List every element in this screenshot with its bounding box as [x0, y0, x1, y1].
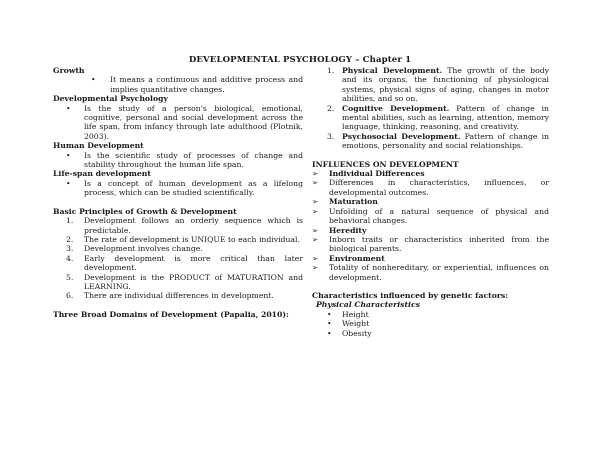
domain-item: [300, 66, 549, 104]
arrow-bullet-icon: ➢: [312, 234, 319, 244]
bullet-text: Is a concept of human development as a lifelong process, which can be studied scientifically.: [84, 178, 303, 198]
spacer: [53, 301, 303, 310]
left-column: [53, 66, 303, 319]
spacer: [300, 151, 549, 160]
bullet-dot: •: [66, 150, 71, 160]
bullet-text: Is the scientific study of processes of change and stability throughout the human life span.: [84, 150, 303, 170]
heading-characteristics: Characteristics influenced by genetic factors:: [312, 290, 509, 300]
domain-desc: The growth of the body and its organs, the functioning of physiological systems, physical signs of aging, changes in motor abilities, and so on.: [342, 66, 549, 104]
heading-human-development: Human Development: [53, 141, 144, 151]
heading-three-domains: Three Broad Domains of Development (Papalia, 2010):: [53, 309, 289, 319]
heading-influences: INFLUENCES ON DEVELOPMENT: [312, 159, 459, 169]
list-number: 1.: [66, 216, 74, 226]
list-item: [300, 329, 549, 338]
bullet-dot: •: [327, 328, 332, 338]
principle-item: [53, 273, 303, 292]
list-number: 4.: [66, 253, 74, 263]
arrow-bullet-icon: ➢: [312, 225, 319, 235]
influence-heading: [300, 254, 549, 263]
principle-text: There are individual differences in development.: [84, 291, 274, 301]
bullet-humdev: [53, 151, 303, 170]
principle-item: [53, 216, 303, 235]
domain-title: Cognitive Development.: [342, 103, 450, 113]
domain-item: [300, 104, 549, 132]
heading-life-span: Life-span development: [53, 169, 151, 179]
domain-desc: Pattern of change in emotions, personality and social relationships.: [342, 131, 549, 151]
principle-text: Early development is more critical than later development.: [84, 253, 303, 273]
list-item-text: Height: [342, 309, 369, 319]
bullet-devpsy: [53, 104, 303, 142]
influence-heading: [300, 169, 549, 178]
domain-title: Psychosocial Development.: [342, 131, 461, 141]
right-column: [300, 66, 549, 338]
page-title: DEVELOPMENTAL PSYCHOLOGY – Chapter 1: [188, 55, 412, 65]
arrow-bullet-icon: ➢: [312, 178, 319, 188]
influence-desc: [300, 263, 549, 282]
bullet-growth: [53, 75, 303, 94]
heading-developmental-psychology: Developmental Psychology: [53, 94, 168, 104]
influence-text: Differences in characteristics, influences, or developmental outcomes.: [329, 178, 549, 197]
influence-desc: [300, 235, 549, 254]
bullet-dot: •: [66, 103, 71, 113]
influence-title: Environment: [329, 253, 385, 263]
arrow-bullet-icon: ➢: [312, 169, 319, 179]
spacer: [300, 282, 549, 291]
principle-text: Development involves change.: [84, 244, 203, 254]
list-number: 6.: [66, 291, 74, 301]
bullet-text: It means a continuous and additive process and implies quantitative changes.: [110, 75, 303, 94]
list-number: 2.: [327, 103, 335, 113]
bullet-dot: •: [327, 309, 332, 319]
arrow-bullet-icon: ➢: [312, 197, 319, 207]
list-item-text: Obesity: [342, 328, 372, 338]
list-number: 5.: [66, 272, 74, 282]
spacer: [53, 198, 303, 207]
influence-desc: [300, 207, 549, 226]
bullet-lifespan: [53, 179, 303, 198]
heading-basic-principles: Basic Principles of Growth & Development: [53, 206, 237, 216]
bullet-text: Is the study of a person's biological, emotional, cognitive, personal and social development across the life span, from infancy through late adulthood (Plotnik, 2003).: [84, 103, 303, 141]
list-item: [300, 319, 549, 328]
principle-text: Development is the PRODUCT of MATURATION and LEARNING.: [84, 272, 303, 291]
principle-item: [53, 244, 303, 253]
bullet-dot: •: [66, 178, 71, 188]
influence-heading: [300, 226, 549, 235]
influence-text: Unfolding of a natural sequence of physical and behavioral changes.: [329, 206, 549, 226]
principle-item: [53, 235, 303, 244]
principle-text: Development follows an orderly sequence which is predictable.: [84, 216, 303, 235]
heading-growth: Growth: [53, 66, 85, 75]
arrow-bullet-icon: ➢: [312, 206, 319, 216]
domain-item: [300, 132, 549, 151]
influence-heading: [300, 197, 549, 206]
domain-title: Physical Development.: [342, 66, 443, 75]
heading-physical-characteristics: Physical Characteristics: [316, 300, 420, 310]
principle-item: [53, 254, 303, 273]
arrow-bullet-icon: ➢: [312, 263, 319, 273]
influence-text: Inborn traits or characteristics inherited from the biological parents.: [329, 234, 549, 254]
principle-text: The rate of development is UNIQUE to each individual.: [84, 234, 300, 244]
list-number: 1.: [327, 66, 335, 75]
bullet-dot: •: [327, 319, 332, 329]
list-number: 3.: [66, 244, 74, 254]
bullet-dot: •: [91, 75, 96, 85]
list-item: [300, 310, 549, 319]
influence-title: Maturation: [329, 197, 378, 207]
influence-text: Totality of nonhereditary, or experiential, influences on development.: [329, 263, 549, 282]
influence-desc: [300, 178, 549, 197]
principle-item: [53, 291, 303, 300]
list-item-text: Weight: [342, 319, 370, 329]
influence-title: Heredity: [329, 225, 367, 235]
arrow-bullet-icon: ➢: [312, 253, 319, 263]
list-number: 3.: [327, 131, 335, 141]
list-number: 2.: [66, 234, 74, 244]
influence-title: Individual Differences: [329, 169, 425, 179]
domain-desc: Pattern of change in mental abilities, such as learning, attention, memory language, thinking, reasoning, and creativity.: [342, 103, 549, 132]
